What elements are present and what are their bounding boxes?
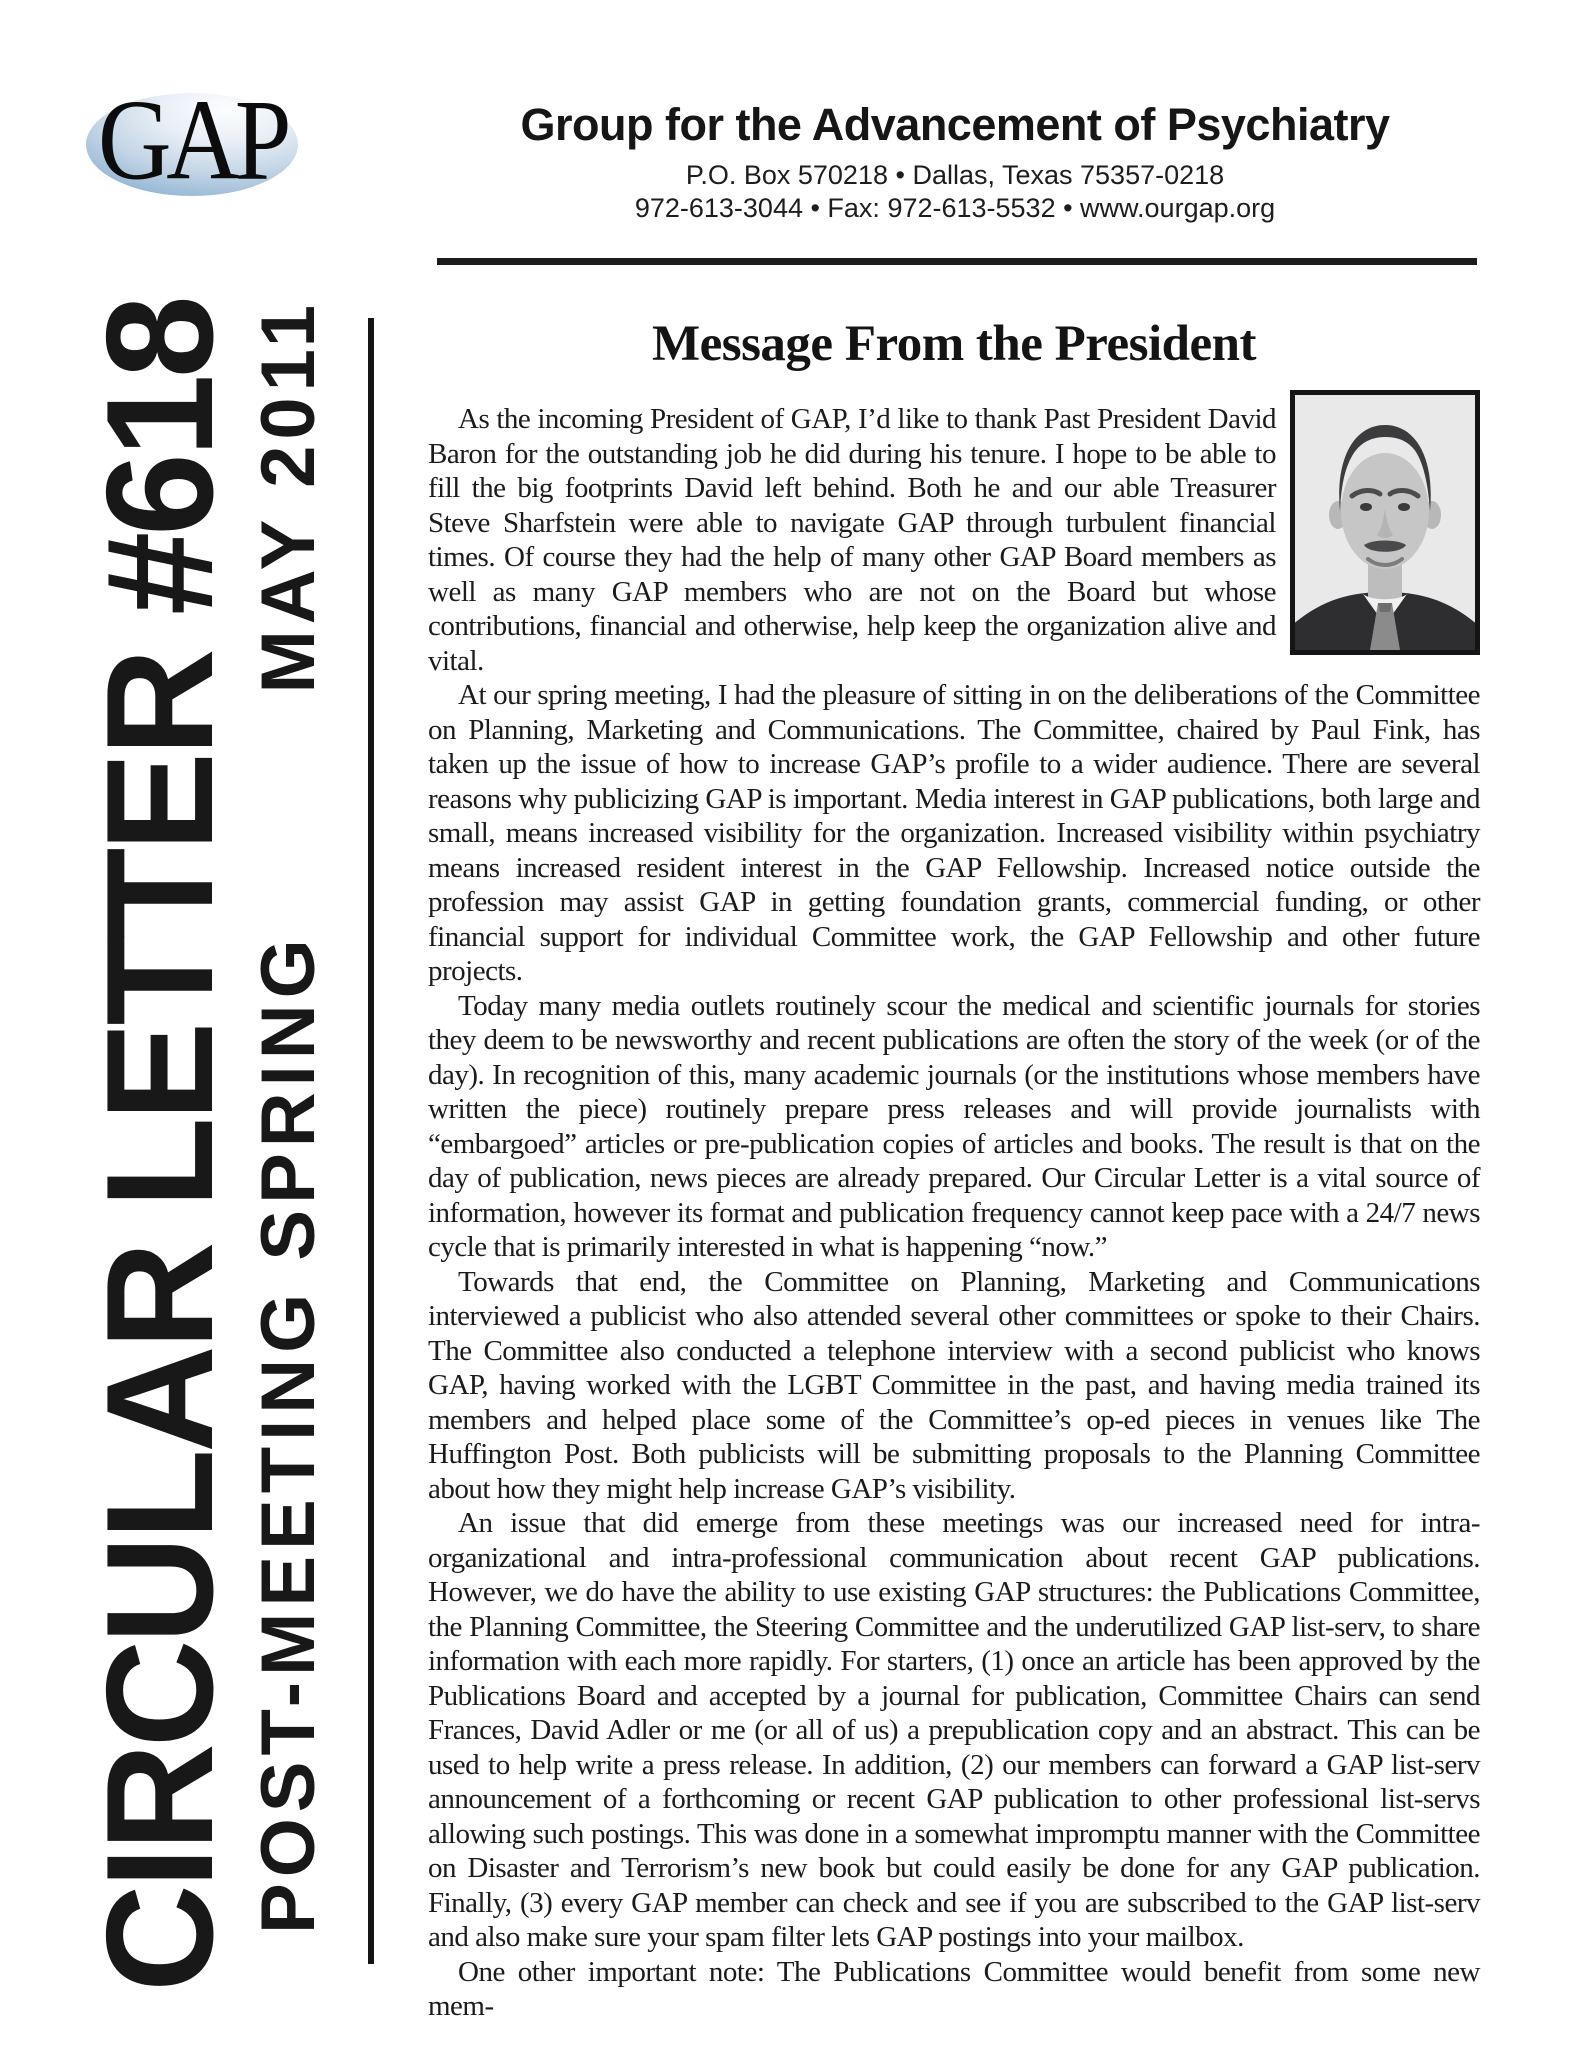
contact-line: 972-613-3044 • Fax: 972-613-5532 • www.ourgap.org xyxy=(634,192,1276,223)
portrait-image xyxy=(1295,395,1475,650)
organization-name: Group for the Advancement of Psychiatry xyxy=(520,99,1390,150)
gap-logo-text: GAP xyxy=(97,75,287,204)
sidebar-issue-title: CIRCULAR LETTER #618 xyxy=(75,299,245,1992)
sidebar-divider-rule xyxy=(368,318,374,1964)
article-title: Message From the President xyxy=(651,316,1257,372)
paragraph: As the incoming President of GAP, I’d like to thank Past President David Baron for the outstanding job he did during his tenure. I hope to be able to fill the big footprints David left behind. Both he and our able Treasurer Steve Sharfstein were able to navigate GAP through turbulent financial times. Of course they had the help of many other GAP Board members as well as many GAP members who are not on the Board but whose contributions, financial and otherwise, help keep the organization alive and vital. xyxy=(428,403,1276,677)
sidebar-meeting-label: POST-MEETING SPRING xyxy=(246,933,331,1934)
gap-logo xyxy=(86,75,298,204)
sidebar-subtitle xyxy=(246,257,331,1992)
paragraph: Towards that end, the Committee on Planning, Marketing and Communications interviewed a publicist who also attended several other committees or spoke to their Chairs. The Committee also conducted a telephone interview with a second publicist who knows GAP, having worked with the LGBT Committee in the past, and having media trained its members and helped place some of the Committee’s op-ed pieces in venues like The Huffington Post. Both publicists will be submitting proposals to the Planning Committee about how they might help increase GAP’s visibility. xyxy=(428,1265,1480,1505)
paragraph: At our spring meeting, I had the pleasure of sitting in on the deliberations of the Committee on Planning, Marketing and Communications. The Committee, chaired by Paul Fink, has taken up the issue of how to increase GAP’s profile to a wider audience. There are several reasons why publicizing GAP is important. Media interest in GAP publications, both large and small, means increased visibility for the organization. Increased visibility within psychiatry means increased resident interest in the GAP Fellowship. Increased notice outside the profession may assist GAP in getting foundation grants, commercial funding, or other financial support for individual Committee work, the GAP Fellowship and other future projects. xyxy=(428,679,1480,987)
header-masthead xyxy=(430,100,1480,225)
paragraph: Today many media outlets routinely scour the medical and scientific journals for stories they deem to be newsworthy and recent publications are often the story of the week (or of the day). In recognition of this, many academic journals (or the institutions whose members have written the piece) routinely prepare press releases and will provide journalists with “embargoed” articles or pre-publication copies of articles and books. The result is that on the day of publication, news pieces are already prepared. Our Circular Letter is a vital source of information, however its format and publication frequency cannot keep pace with a 24/7 news cycle that is primarily interested in what is happening “now.” xyxy=(428,989,1480,1263)
mailing-address: P.O. Box 570218 • Dallas, Texas 75357-0218 xyxy=(685,159,1225,190)
paragraph: An issue that did emerge from these meetings was our increased need for intra-organizational and intra-professional communication about recent GAP publications. However, we do have the ability to use existing GAP structures: the Publications Committee, the Planning Committee, the Steering Committee and the underutilized GAP list-serv, to share information with each more rapidly. For starters, (1) once an article has been approved by the Publications Board and accepted by a journal for publication, Committee Chairs can send Frances, David Adler or me (or all of us) a prepublication copy and an abstract. This can be used to help write a press release. In addition, (2) our members can forward a GAP list-serv announcement of a forthcoming or recent GAP publication to other professional list-servs allowing such postings. This was done in a somewhat impromptu manner with the Committee on Disaster and Terrorism’s new book but could easily be done for any GAP publication. Finally, (3) every GAP member can check and see if you are subscribed to the GAP list-serv and also make sure your spam filter lets GAP postings into your mailbox. xyxy=(428,1507,1480,1953)
article xyxy=(428,318,1480,2024)
paragraph: One other important note: The Publications Committee would benefit from some new mem- xyxy=(428,1955,1480,2022)
president-photo xyxy=(1290,390,1480,655)
sidebar xyxy=(75,257,331,1992)
header-divider-rule xyxy=(437,258,1477,265)
sidebar-date-label: MAY 2011 xyxy=(246,299,331,694)
